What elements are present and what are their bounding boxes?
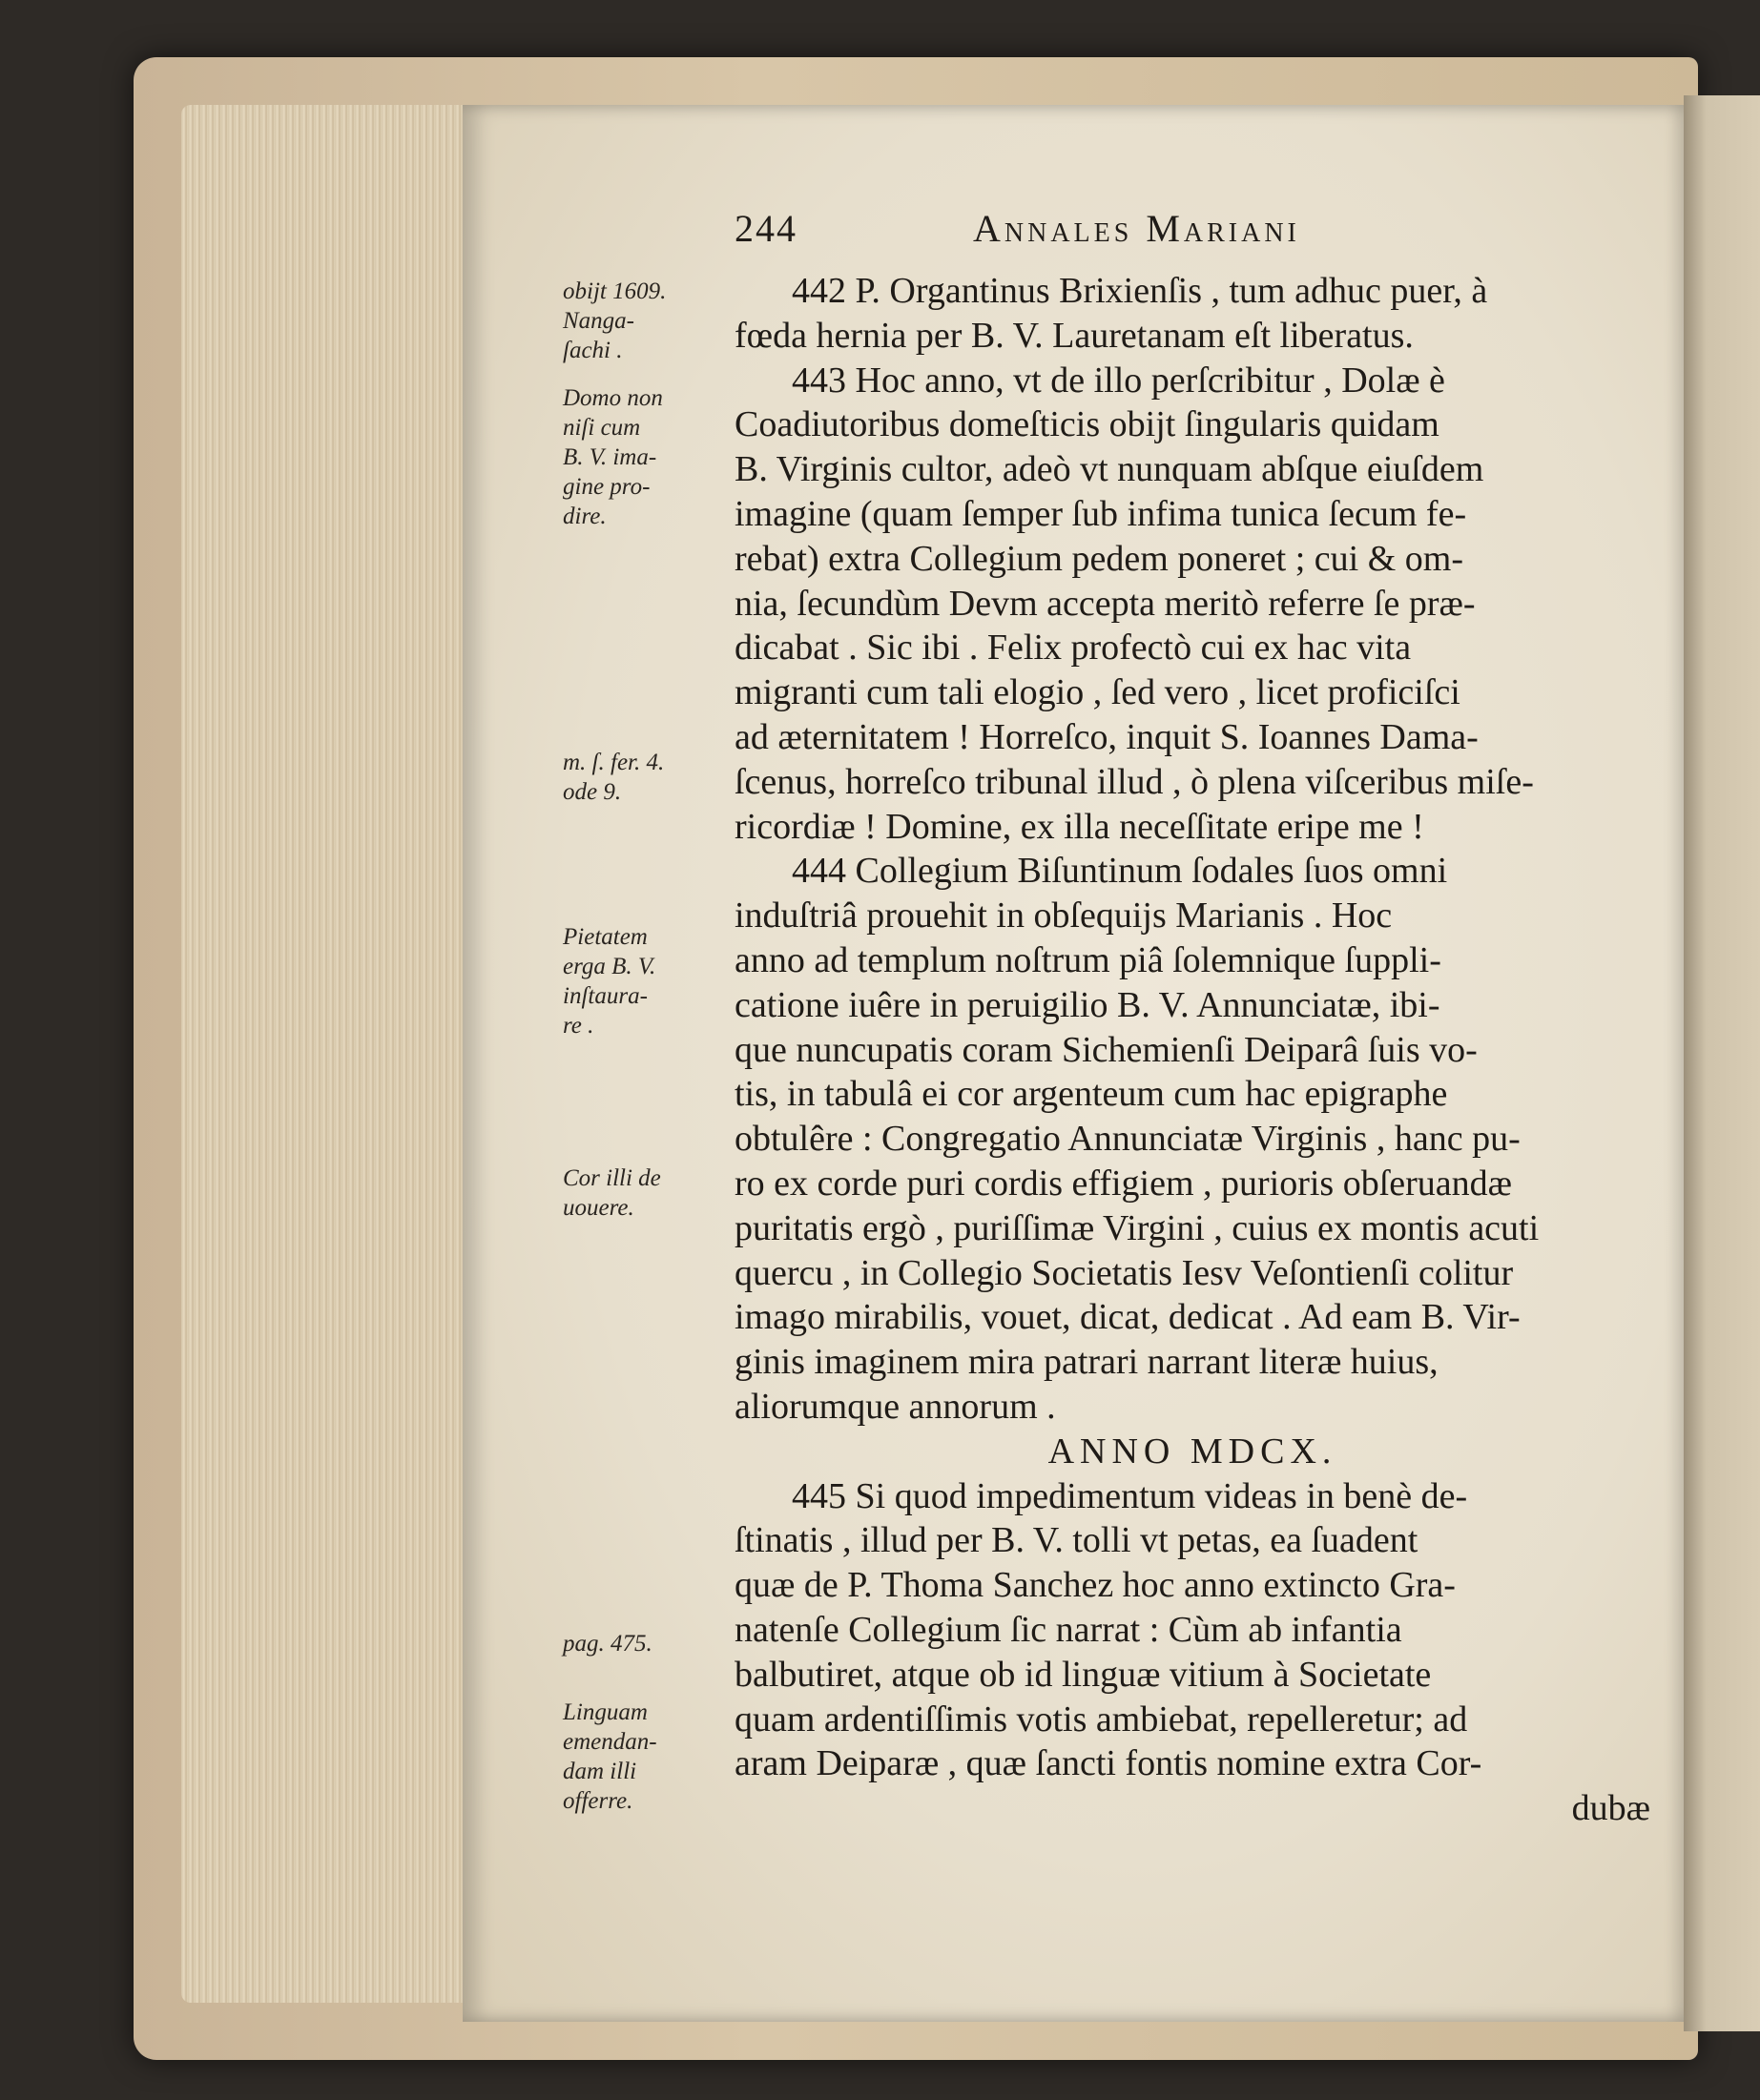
page-number: 244 <box>735 207 797 250</box>
text-line: tis, in tabulâ ei cor argenteum cum hac epigraphe <box>735 1074 1448 1115</box>
text-line: 442 P. Organtinus Brixienſis , tum adhuc puer, à <box>792 271 1488 311</box>
text-line: ro ex corde puri cordis effigiem , purioris obſeruandæ <box>735 1163 1513 1204</box>
facing-page-edge <box>1684 95 1760 2031</box>
text-line: quæ de P. Thoma Sanchez hoc anno extincto Gra- <box>735 1565 1456 1606</box>
text-line: aliorumque annorum . <box>735 1386 1056 1427</box>
margin-note: pag. 475. <box>563 1631 652 1657</box>
text-line: anno ad templum noſtrum piâ ſolemnique ſuppli- <box>735 939 1441 980</box>
text-line: fœda hernia per B. V. Lauretanam eſt liberatus. <box>735 315 1414 356</box>
text-line: ad æternitatem ! Horreſco, inquit S. Ioannes Dama- <box>735 716 1479 757</box>
margin-note: Cor illi de uouere. <box>563 1165 661 1221</box>
text-line: que nuncupatis coram Sichemienſi Deiparâ ſuis vo- <box>735 1029 1478 1070</box>
text-line: ſtinatis , illud per B. V. tolli vt petas, ea ſuadent <box>735 1520 1418 1561</box>
text-line: induſtriâ prouehit in obſequijs Marianis . Hoc <box>735 896 1393 937</box>
text-line: natenſe Collegium ſic narrat : Cùm ab infantia <box>735 1609 1402 1650</box>
year-heading: ANNO MDCX. <box>1047 1431 1337 1472</box>
text-line: obtulêre : Congregatio Annunciatæ Virginis , hanc pu- <box>735 1119 1521 1160</box>
text-line: B. Virginis cultor, adeò vt nunquam abſque eiuſdem <box>735 449 1484 490</box>
page-edges <box>181 105 467 2003</box>
text-line: 444 Collegium Biſuntinum ſodales ſuos omni <box>792 851 1448 892</box>
text-line: puritatis ergò , puriſſimæ Virgini , cuius ex montis acuti <box>735 1207 1540 1248</box>
margin-note: Domo non niſi cum B. V. ima- gine pro- dire. <box>563 385 663 529</box>
text-line: imagine (quam ſemper ſub infima tunica ſecum fe- <box>735 493 1467 534</box>
text-line: imago mirabilis, vouet, dicat, dedicat . Ad eam B. Vir- <box>735 1297 1521 1338</box>
running-head <box>735 206 1641 252</box>
running-title: Annales Mariani <box>973 207 1300 250</box>
text-line: 443 Hoc anno, vt de illo perſcribitur , Dolæ è <box>792 360 1445 401</box>
catchword: dubæ <box>1571 1788 1650 1829</box>
text-line: nia, ſecundùm Devm accepta meritò referre ſe præ- <box>735 583 1476 624</box>
text-line: ſcenus, horreſco tribunal illud , ò plena viſceribus miſe- <box>735 761 1534 802</box>
margin-note: m. ſ. fer. 4. ode 9. <box>563 750 665 805</box>
text-line: aram Deiparæ , quæ ſancti fontis nomine extra Cor- <box>735 1743 1482 1784</box>
text-line: quam ardentiſſimis votis ambiebat, repelleretur; ad <box>735 1699 1468 1740</box>
margin-note: obijt 1609. Nanga- ſachi . <box>563 278 667 363</box>
text-line: Coadiutoribus domeſticis obijt ſingularis quidam <box>735 404 1439 445</box>
text-line: rebat) extra Collegium pedem poneret ; cui & om- <box>735 538 1463 579</box>
text-line: catione iuêre in peruigilio B. V. Annunciatæ, ibi- <box>735 984 1440 1025</box>
text-line: dicabat . Sic ibi . Felix profectò cui ex hac vita <box>735 628 1412 669</box>
text-line: quercu , in Collegio Societatis Iesv Veſontienſi colitur <box>735 1252 1514 1293</box>
margin-note: Pietatem erga B. V. inſtaura- re . <box>563 924 656 1039</box>
text-line: balbutiret, atque ob id linguæ vitium à Societate <box>735 1654 1432 1695</box>
margin-note: Linguam emendan- dam illi offerre. <box>563 1699 657 1814</box>
text-line: migranti cum tali elogio , ſed vero , licet proficiſci <box>735 672 1460 713</box>
main-text <box>735 269 1650 1831</box>
text-line: ricordiæ ! Domine, ex illa neceſſitate eripe me ! <box>735 806 1424 847</box>
text-line: 445 Si quod impedimentum videas in benè de- <box>792 1475 1468 1516</box>
text-line: ginis imaginem mira patrari narrant literæ huius, <box>735 1342 1439 1383</box>
